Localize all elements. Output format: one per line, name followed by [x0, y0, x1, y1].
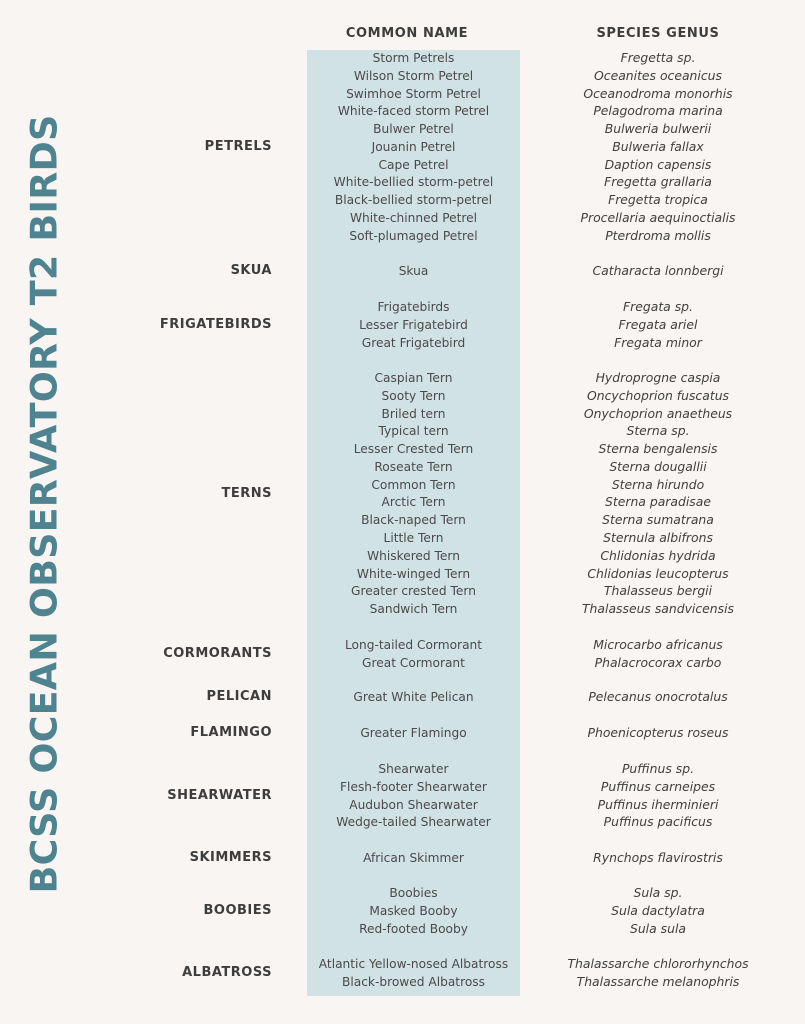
- species-genus-cell: Sterna sumatrana: [602, 512, 714, 528]
- species-genus-cell: Puffinus carneipes: [600, 778, 716, 794]
- group-label: SKUA: [230, 263, 272, 278]
- common-name-cell: Great White Pelican: [353, 690, 474, 704]
- species-genus-cell: Bulweria bulwerii: [604, 121, 712, 137]
- group-label: FRIGATEBIRDS: [159, 316, 272, 332]
- common-name-cell: White-bellied storm-petrel: [333, 175, 494, 190]
- common-name-cell: Caspian Tern: [374, 371, 453, 385]
- species-genus-cell: Fregetta grallaria: [604, 174, 712, 190]
- group-label: FLAMINGO: [190, 725, 272, 740]
- species-genus-cell: Puffinus pacificus: [603, 814, 713, 830]
- common-name-cell: Jouanin Petrel: [371, 139, 456, 154]
- species-genus-cell: Phalacrocorax carbo: [594, 654, 722, 670]
- species-genus-cell: Sterna bengalensis: [598, 441, 718, 457]
- common-name-cell: Skua: [398, 264, 429, 278]
- common-name-cell: African Skimmer: [363, 851, 464, 865]
- species-genus-cell: Fregata ariel: [618, 316, 698, 332]
- species-genus-cell: Thalassarche melanophris: [576, 973, 740, 989]
- species-genus-cell: Procellaria aequinoctialis: [580, 210, 736, 226]
- common-name-cell: Atlantic Yellow-nosed Albatross: [318, 957, 509, 971]
- species-genus-cell: Bulweria fallax: [612, 138, 704, 154]
- common-name-cell: Long-tailed Cormorant: [344, 638, 483, 652]
- common-name-cell: Wilson Storm Petrel: [353, 68, 474, 83]
- species-genus-cell: Sterna sp.: [626, 423, 690, 439]
- common-name-cell: Greater crested Tern: [351, 584, 476, 599]
- common-name-cell: White-faced storm Petrel: [337, 104, 490, 119]
- common-name-cell: Roseate Tern: [374, 459, 453, 474]
- species-genus-cell: Oceanites oceanicus: [594, 67, 722, 83]
- species-genus-cell: Oceanodroma monorhis: [583, 85, 733, 101]
- common-name-cell: Bulwer Petrel: [373, 122, 454, 137]
- common-name-cell: Briled tern: [381, 406, 446, 421]
- species-genus-cell: Oncychoprion fuscatus: [586, 387, 729, 403]
- group-label: PETRELS: [204, 138, 272, 154]
- common-name-cell: Sooty Tern: [381, 388, 446, 403]
- species-genus-cell: Onychoprion anaetheus: [583, 405, 733, 421]
- common-name-cell: Boobies: [389, 886, 438, 900]
- common-name-cell: White-winged Tern: [356, 566, 471, 581]
- species-genus-cell: Catharacta lonnbergi: [592, 263, 724, 278]
- group-label: CORMORANTS: [163, 645, 272, 661]
- common-name-cell: Cape Petrel: [378, 157, 449, 172]
- group-label: PELICAN: [206, 689, 272, 704]
- common-name-cell: Wedge-tailed Shearwater: [336, 815, 491, 830]
- species-genus-cell: Sternula albifrons: [603, 530, 713, 546]
- common-name-cell: Common Tern: [371, 477, 456, 492]
- common-name-cell: Storm Petrels: [372, 51, 455, 65]
- common-name-cell: Frigatebirds: [377, 300, 450, 314]
- species-genus-cell: Sula dactylatra: [611, 902, 705, 918]
- species-genus-cell: Fregetta sp.: [620, 50, 696, 65]
- common-name-cell: Sandwich Tern: [369, 602, 458, 617]
- species-genus-cell: Pterdroma mollis: [605, 227, 711, 243]
- species-genus-cell: Pelagodroma marina: [593, 103, 723, 119]
- species-genus-cell: Sterna paradisae: [605, 494, 711, 510]
- common-name-cell: Lesser Frigatebird: [359, 317, 468, 332]
- species-genus-cell: Thalasseus bergii: [603, 583, 713, 599]
- species-genus-cell: Puffinus sp.: [621, 761, 695, 776]
- species-genus-cell: Daption capensis: [604, 156, 712, 172]
- species-genus-header: SPECIES GENUS: [596, 26, 720, 41]
- common-name-cell: Arctic Tern: [381, 495, 446, 510]
- common-name-header: COMMON NAME: [345, 26, 469, 41]
- common-name-cell: Black-browed Albatross: [342, 974, 485, 989]
- species-genus-cell: Phoenicopterus roseus: [587, 725, 729, 740]
- common-name-cell: Red-footed Booby: [359, 921, 468, 936]
- species-genus-cell: Chlidonias leucopterus: [587, 565, 729, 581]
- common-name-cell: Great Frigatebird: [361, 335, 466, 350]
- group-label: SKIMMERS: [189, 850, 272, 865]
- common-name-cell: Audubon Shearwater: [349, 797, 478, 812]
- species-genus-cell: Sula sp.: [633, 885, 683, 900]
- species-genus-cell: Sula sula: [629, 920, 687, 936]
- species-genus-cell: Sterna dougallii: [609, 458, 707, 474]
- common-name-cell: Typical tern: [378, 424, 449, 439]
- common-name-cell: Shearwater: [378, 762, 449, 776]
- species-genus-cell: Thalassarche chlororhynchos: [567, 956, 749, 971]
- species-genus-cell: Rynchops flavirostris: [593, 850, 723, 865]
- common-name-cell: White-chinned Petrel: [349, 211, 478, 226]
- common-name-cell: Whiskered Tern: [367, 548, 460, 563]
- group-label: BOOBIES: [203, 902, 272, 918]
- species-genus-cell: Thalasseus sandvicensis: [581, 601, 734, 617]
- species-genus-cell: Chlidonias hydrida: [600, 547, 716, 563]
- species-genus-cell: Fregetta tropica: [608, 192, 708, 208]
- common-name-cell: Black-bellied storm-petrel: [334, 193, 493, 208]
- species-genus-cell: Puffinus iherminieri: [597, 796, 719, 812]
- species-genus-cell: Fregata minor: [614, 334, 702, 350]
- common-name-cell: Greater Flamingo: [360, 726, 467, 740]
- species-genus-cell: Microcarbo africanus: [593, 637, 723, 652]
- poster-title: BCSS OCEAN OBSERVATORY T2 BIRDS: [22, 114, 66, 894]
- common-name-cell: Lesser Crested Tern: [353, 442, 474, 457]
- group-label: SHEARWATER: [167, 787, 272, 803]
- species-genus-cell: Hydroprogne caspia: [595, 370, 721, 385]
- common-name-cell: Swimhoe Storm Petrel: [346, 86, 481, 101]
- common-name-cell: Flesh-footer Shearwater: [340, 779, 487, 794]
- common-name-cell: Masked Booby: [369, 903, 458, 918]
- species-genus-cell: Fregata sp.: [623, 299, 693, 314]
- group-label: TERNS: [221, 485, 272, 501]
- common-name-cell: Soft-plumaged Petrel: [349, 228, 478, 243]
- group-label: ALBATROSS: [182, 964, 272, 980]
- species-genus-cell: Sterna hirundo: [611, 476, 705, 492]
- common-name-cell: Black-naped Tern: [361, 513, 466, 528]
- common-name-cell: Little Tern: [383, 531, 444, 546]
- species-genus-cell: Pelecanus onocrotalus: [588, 689, 728, 704]
- common-name-cell: Great Cormorant: [362, 655, 465, 670]
